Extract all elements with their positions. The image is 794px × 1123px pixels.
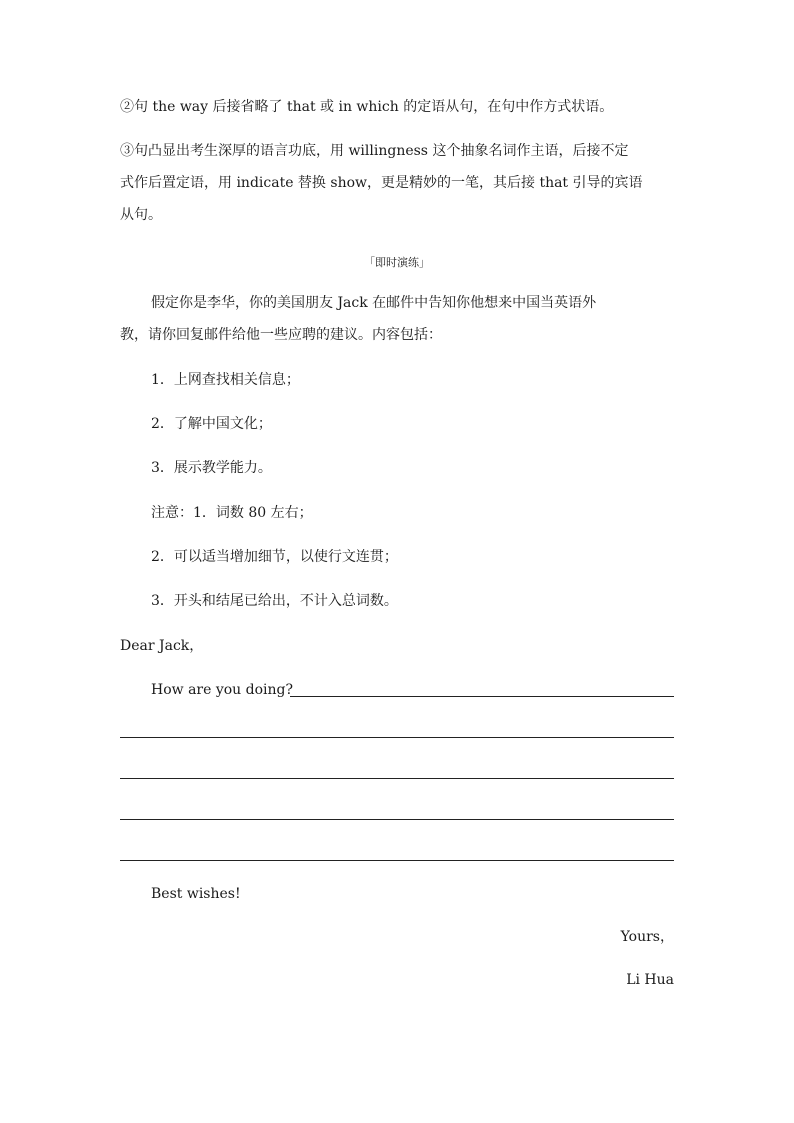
writing-line-3[interactable] [120, 778, 674, 779]
analysis-point-3-line-1: ③句凸显出考生深厚的语言功底，用 willingness 这个抽象名词作主语，后接不定 [120, 143, 629, 159]
analysis-point-2: ②句 the way 后接省略了 that 或 in which 的定语从句，在句中作方式状语。 [120, 99, 614, 115]
writing-line-1[interactable] [290, 696, 674, 697]
content-item-3: 3．展示教学能力。 [151, 460, 272, 476]
writing-line-5[interactable] [120, 860, 674, 861]
letter-sign-off: Yours， [620, 929, 674, 945]
analysis-point-3-line-2: 式作后置定语，用 indicate 替换 show，更是精妙的一笔，其后接 that 引导的宾语 [120, 175, 643, 191]
letter-signature: Li Hua [626, 972, 674, 988]
practice-heading: 「即时演练」 [364, 256, 430, 269]
writing-line-2[interactable] [120, 737, 674, 738]
content-item-2: 2．了解中国文化； [151, 416, 272, 432]
analysis-point-3-line-3: 从句。 [120, 207, 162, 223]
note-1: 注意：1．词数 80 左右； [151, 505, 313, 521]
content-item-1: 1．上网查找相关信息； [151, 372, 300, 388]
letter-opening: How are you doing? [151, 682, 294, 698]
note-2: 2．可以适当增加细节，以使行文连贯； [151, 549, 398, 565]
prompt-line-1: 假定你是李华，你的美国朋友 Jack 在邮件中告知你他想来中国当英语外 [151, 295, 597, 311]
letter-closing: Best wishes! [151, 886, 241, 902]
writing-line-4[interactable] [120, 819, 674, 820]
prompt-line-2: 教，请你回复邮件给他一些应聘的建议。内容包括： [120, 327, 442, 343]
note-3: 3．开头和结尾已给出，不计入总词数。 [151, 593, 398, 609]
letter-salutation: Dear Jack， [120, 638, 204, 654]
